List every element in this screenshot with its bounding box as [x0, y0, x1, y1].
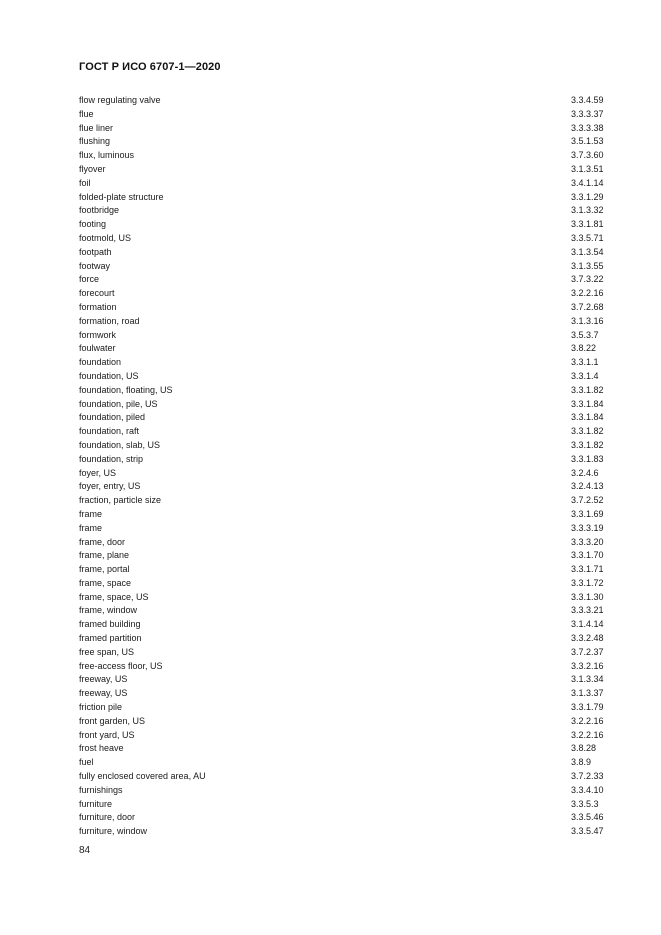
entry-reference: 3.3.1.72	[571, 577, 604, 588]
entry-term: forecourt	[79, 288, 115, 299]
entry-reference: 3.7.2.52	[571, 495, 604, 506]
index-entry	[79, 770, 611, 784]
index-entry	[79, 218, 611, 232]
entry-reference: 3.8.28	[571, 743, 597, 754]
entry-term: framed partition	[79, 633, 142, 644]
entry-reference: 3.3.1.70	[571, 550, 604, 561]
entry-term: frame, door	[79, 536, 126, 547]
entry-reference: 3.3.4.10	[571, 784, 604, 795]
entry-term: furniture	[79, 798, 113, 809]
index-entry	[79, 536, 611, 550]
index-entry	[79, 273, 611, 287]
index-entry	[79, 467, 611, 481]
entry-term: furnishings	[79, 784, 123, 795]
entry-term: frame	[79, 508, 103, 519]
index-entry	[79, 522, 611, 536]
document-header: ГОСТ Р ИСО 6707-1—2020	[79, 61, 221, 73]
index-entry	[79, 563, 611, 577]
entry-term: frame, space	[79, 577, 132, 588]
index-entry	[79, 784, 611, 798]
entry-term: front garden, US	[79, 715, 146, 726]
entry-reference: 3.8.9	[571, 757, 592, 768]
entry-term: flyover	[79, 163, 106, 174]
entry-reference: 3.3.1.84	[571, 412, 604, 423]
entry-reference: 3.3.3.19	[571, 522, 604, 533]
index-entry	[79, 729, 611, 743]
index-entry	[79, 453, 611, 467]
index-entry	[79, 287, 611, 301]
entry-reference: 3.3.5.46	[571, 812, 604, 823]
index-entry	[79, 370, 611, 384]
entry-term: force	[79, 274, 100, 285]
entry-reference: 3.3.5.47	[571, 826, 604, 837]
entry-term: folded-plate structure	[79, 191, 164, 202]
entry-term: flue	[79, 108, 94, 119]
index-entry	[79, 356, 611, 370]
index-entry	[79, 149, 611, 163]
entry-term: foundation	[79, 357, 122, 368]
index-entry	[79, 646, 611, 660]
entry-term: footmold, US	[79, 232, 132, 243]
entry-term: footing	[79, 219, 107, 230]
entry-term: friction pile	[79, 702, 123, 713]
entry-reference: 3.3.1.69	[571, 508, 604, 519]
entry-term: footpath	[79, 246, 112, 257]
entry-reference: 3.5.1.53	[571, 136, 604, 147]
entry-reference: 3.3.3.37	[571, 108, 604, 119]
entry-term: front yard, US	[79, 729, 135, 740]
index-entry	[79, 425, 611, 439]
entry-reference: 3.1.3.54	[571, 246, 604, 257]
index-entry	[79, 135, 611, 149]
entry-reference: 3.3.1.1	[571, 357, 599, 368]
entry-term: foundation, floating, US	[79, 384, 173, 395]
entry-term: fully enclosed covered area, AU	[79, 771, 206, 782]
index-entry	[79, 411, 611, 425]
index-entry	[79, 439, 611, 453]
entry-reference: 3.2.2.16	[571, 288, 604, 299]
entry-term: foundation, strip	[79, 453, 144, 464]
index-entry	[79, 480, 611, 494]
entry-term: flue liner	[79, 122, 114, 133]
entry-reference: 3.3.4.59	[571, 95, 604, 105]
index-entry	[79, 756, 611, 770]
entry-reference: 3.3.3.21	[571, 605, 604, 616]
entry-term: formation, road	[79, 315, 140, 326]
entry-reference: 3.3.1.84	[571, 398, 604, 409]
entry-reference: 3.3.2.48	[571, 633, 604, 644]
entry-term: foundation, raft	[79, 426, 140, 437]
index-entry	[79, 798, 611, 812]
entry-reference: 3.3.1.82	[571, 384, 604, 395]
index-entry	[79, 163, 611, 177]
term-index-list	[79, 94, 611, 839]
index-entry	[79, 715, 611, 729]
index-entry	[79, 687, 611, 701]
entry-term: foundation, piled	[79, 412, 146, 423]
entry-reference: 3.3.1.81	[571, 219, 604, 230]
entry-term: frame, space, US	[79, 591, 149, 602]
index-entry	[79, 384, 611, 398]
entry-term: footway	[79, 260, 111, 271]
index-entry	[79, 260, 611, 274]
index-entry	[79, 811, 611, 825]
index-entry	[79, 701, 611, 715]
entry-term: flow regulating valve	[79, 95, 161, 105]
index-entry	[79, 94, 611, 108]
index-entry	[79, 246, 611, 260]
page-number: 84	[79, 845, 91, 856]
entry-term: furniture, window	[79, 826, 148, 837]
index-entry	[79, 398, 611, 412]
entry-term: foil	[79, 177, 91, 188]
index-entry	[79, 204, 611, 218]
entry-term: freeway, US	[79, 674, 128, 685]
index-entry	[79, 315, 611, 329]
entry-term: formation	[79, 301, 117, 312]
index-entry	[79, 329, 611, 343]
entry-term: frame, window	[79, 605, 138, 616]
entry-reference: 3.2.4.6	[571, 467, 599, 478]
entry-reference: 3.3.1.71	[571, 564, 604, 575]
entry-reference: 3.7.2.37	[571, 646, 604, 657]
entry-term: flushing	[79, 136, 111, 147]
index-entry	[79, 549, 611, 563]
entry-term: fraction, particle size	[79, 495, 162, 506]
entry-term: framed building	[79, 619, 141, 630]
entry-reference: 3.7.2.68	[571, 301, 604, 312]
entry-reference: 3.1.3.51	[571, 163, 604, 174]
entry-term: frame	[79, 522, 103, 533]
entry-term: frame, portal	[79, 564, 130, 575]
entry-term: foulwater	[79, 343, 116, 354]
entry-reference: 3.2.4.13	[571, 481, 604, 492]
entry-reference: 3.7.2.33	[571, 771, 604, 782]
entry-reference: 3.1.3.55	[571, 260, 604, 271]
entry-reference: 3.3.5.3	[571, 798, 599, 809]
entry-term: freeway, US	[79, 688, 128, 699]
entry-reference: 3.3.1.82	[571, 439, 604, 450]
entry-term: frost heave	[79, 743, 124, 754]
index-entry	[79, 742, 611, 756]
entry-reference: 3.2.2.16	[571, 729, 604, 740]
entry-reference: 3.3.1.79	[571, 702, 604, 713]
entry-term: free span, US	[79, 646, 135, 657]
entry-reference: 3.3.2.16	[571, 660, 604, 671]
entry-reference: 3.3.1.82	[571, 426, 604, 437]
entry-reference: 3.3.1.30	[571, 591, 604, 602]
index-entry	[79, 577, 611, 591]
entry-reference: 3.2.2.16	[571, 715, 604, 726]
entry-reference: 3.5.3.7	[571, 329, 599, 340]
entry-reference: 3.3.1.83	[571, 453, 604, 464]
entry-reference: 3.1.3.34	[571, 674, 604, 685]
index-entry	[79, 342, 611, 356]
entry-term: footbridge	[79, 205, 120, 216]
entry-term: foundation, US	[79, 370, 139, 381]
index-entry	[79, 301, 611, 315]
entry-reference: 3.3.1.4	[571, 370, 599, 381]
entry-reference: 3.1.3.16	[571, 315, 604, 326]
entry-reference: 3.7.3.60	[571, 150, 604, 161]
index-entry	[79, 232, 611, 246]
index-entry	[79, 591, 611, 605]
index-entry	[79, 673, 611, 687]
index-entry	[79, 632, 611, 646]
index-entry	[79, 108, 611, 122]
index-entry	[79, 122, 611, 136]
entry-term: fuel	[79, 757, 94, 768]
entry-reference: 3.4.1.14	[571, 177, 604, 188]
index-entry	[79, 825, 611, 839]
entry-reference: 3.1.3.37	[571, 688, 604, 699]
entry-term: free-access floor, US	[79, 660, 163, 671]
index-entry	[79, 494, 611, 508]
index-entry	[79, 660, 611, 674]
entry-reference: 3.1.3.32	[571, 205, 604, 216]
entry-term: foundation, pile, US	[79, 398, 158, 409]
index-entry	[79, 191, 611, 205]
entry-term: formwork	[79, 329, 117, 340]
index-entry	[79, 618, 611, 632]
entry-reference: 3.1.4.14	[571, 619, 604, 630]
index-entry	[79, 508, 611, 522]
entry-term: foundation, slab, US	[79, 439, 161, 450]
entry-term: furniture, door	[79, 812, 136, 823]
entry-term: flux, luminous	[79, 150, 135, 161]
entry-reference: 3.3.3.20	[571, 536, 604, 547]
index-entry	[79, 604, 611, 618]
entry-term: frame, plane	[79, 550, 130, 561]
entry-reference: 3.3.3.38	[571, 122, 604, 133]
entry-reference: 3.3.1.29	[571, 191, 604, 202]
entry-term: foyer, entry, US	[79, 481, 141, 492]
entry-reference: 3.8.22	[571, 343, 597, 354]
entry-reference: 3.7.3.22	[571, 274, 604, 285]
index-entry	[79, 177, 611, 191]
entry-reference: 3.3.5.71	[571, 232, 604, 243]
entry-term: foyer, US	[79, 467, 117, 478]
